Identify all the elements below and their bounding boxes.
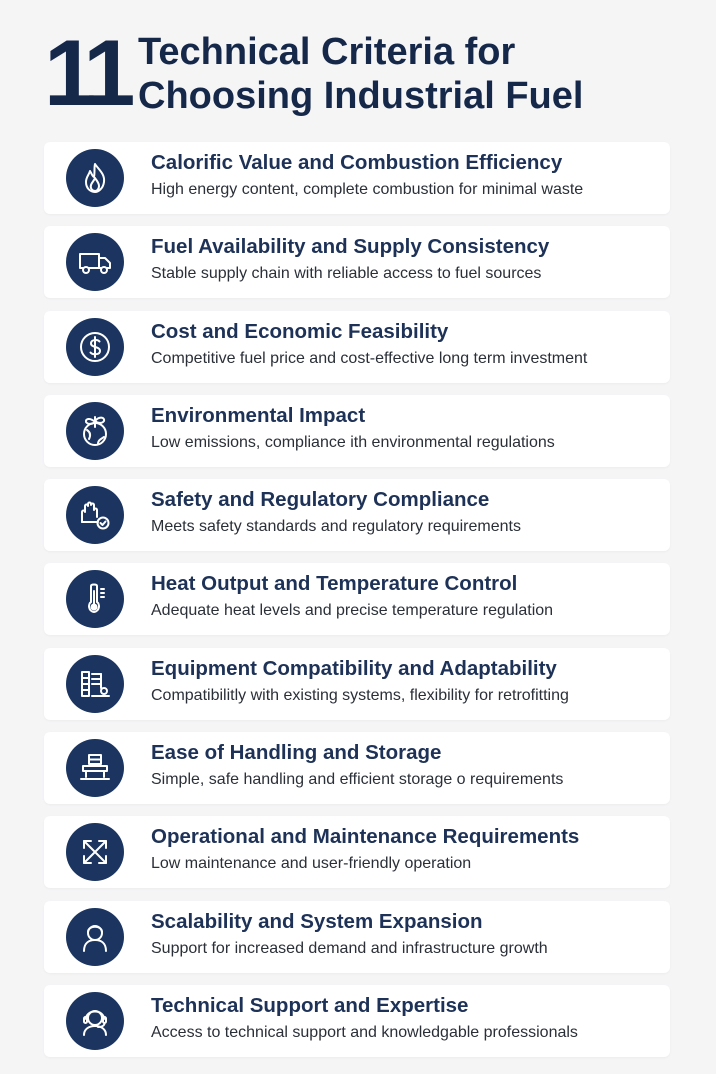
- criteria-card-safety: [44, 479, 670, 551]
- hand-check-icon: [66, 486, 124, 544]
- thermometer-icon: [66, 570, 124, 628]
- criteria-card-handling: [44, 732, 670, 804]
- criteria-description: Low maintenance and user-friendly operation: [151, 855, 472, 873]
- criteria-title: Equipment Compatibility and Adaptability: [151, 656, 557, 680]
- criteria-title: Ease of Handling and Storage: [151, 741, 442, 765]
- storage-tank-icon: [66, 739, 124, 797]
- criteria-description: Compatibilitly with existing systems, flexibility for retrofitting: [151, 686, 569, 704]
- criteria-title: Technical Support and Expertise: [151, 993, 469, 1017]
- title-line-2: Choosing Industrial Fuel: [138, 75, 584, 117]
- criteria-description: Adequate heat levels and precise temperature regulation: [151, 602, 554, 620]
- criteria-card-cost: [44, 311, 670, 383]
- criteria-title: Environmental Impact: [151, 403, 366, 427]
- headset-icon: [66, 992, 124, 1050]
- criteria-card-calorific-value: [44, 142, 670, 214]
- criteria-list: [44, 142, 670, 1069]
- criteria-title: Fuel Availability and Supply Consistency: [151, 235, 550, 259]
- criteria-title: Heat Output and Temperature Control: [151, 572, 518, 596]
- criteria-count: 11: [44, 20, 128, 125]
- criteria-description: Competitive fuel price and cost-effective long term investment: [151, 349, 588, 367]
- criteria-card-equipment: [44, 648, 670, 720]
- criteria-card-scalability: [44, 901, 670, 973]
- person-icon: [66, 908, 124, 966]
- criteria-card-fuel-availability: [44, 226, 670, 298]
- title-line-1: Technical Criteria for: [138, 31, 516, 73]
- header: [44, 20, 684, 130]
- criteria-card-environmental: [44, 395, 670, 467]
- criteria-description: Meets safety standards and regulatory requirements: [151, 518, 521, 536]
- criteria-title: Scalability and System Expansion: [151, 909, 483, 933]
- criteria-title: Calorific Value and Combustion Efficiency: [151, 151, 563, 174]
- page-title: [138, 30, 583, 118]
- criteria-description: Stable supply chain with reliable access to fuel sources: [151, 265, 542, 283]
- criteria-description: Access to technical support and knowledgable professionals: [151, 1023, 578, 1041]
- expand-arrows-icon: [66, 823, 124, 881]
- criteria-description: Support for increased demand and infrastructure growth: [151, 939, 548, 957]
- flame-icon: [66, 149, 124, 207]
- criteria-title: Operational and Maintenance Requirements: [151, 825, 580, 849]
- criteria-card-heat-output: [44, 563, 670, 635]
- globe-leaf-icon: [66, 402, 124, 460]
- equipment-icon: [66, 655, 124, 713]
- criteria-description: Simple, safe handling and efficient storage o requirements: [151, 771, 564, 789]
- dollar-icon: [66, 318, 124, 376]
- criteria-description: Low emissions, compliance ith environmental regulations: [151, 433, 555, 451]
- criteria-title: Safety and Regulatory Compliance: [151, 488, 490, 512]
- truck-icon: [66, 233, 124, 291]
- criteria-card-operational: [44, 816, 670, 888]
- criteria-card-technical-support: [44, 985, 670, 1057]
- criteria-description: High energy content, complete combustion for minimal waste: [151, 181, 584, 198]
- criteria-title: Cost and Economic Feasibility: [151, 319, 449, 343]
